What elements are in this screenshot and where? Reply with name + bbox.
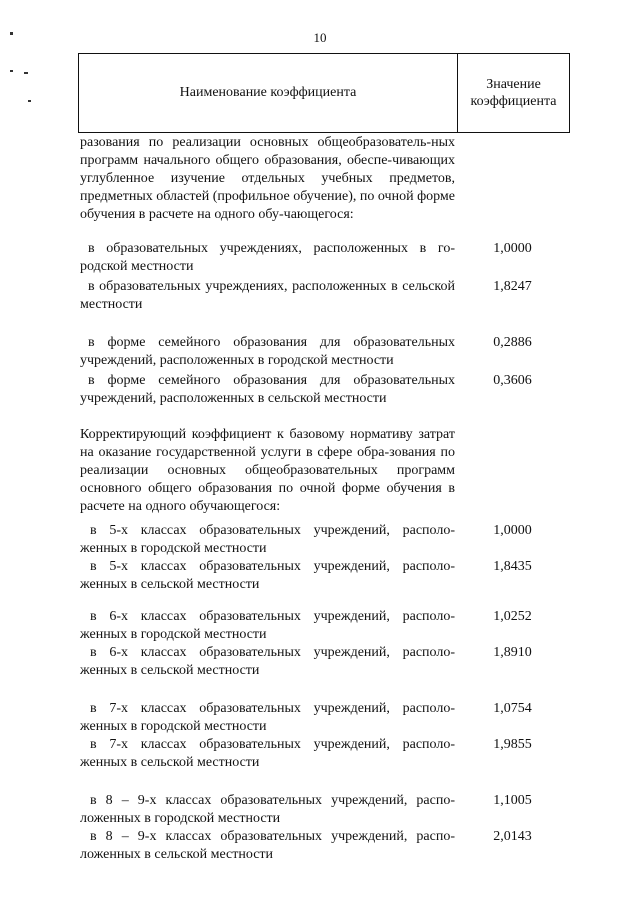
scan-mark: [28, 100, 31, 102]
column-header-value: Значение коэффициента: [470, 77, 557, 109]
table-row: [80, 700, 570, 736]
table-row: [80, 334, 570, 370]
row-value: 0,3606: [493, 373, 532, 388]
row-value: 1,0252: [493, 609, 532, 624]
table-row: [80, 372, 570, 408]
intro-paragraph: разования по реализации основных общеобразователь-ных программ начального общего образования, обеспе-чивающих углубленное изучение отдельных учебных предметов, предметных областей (профильное обучение), по очной форме обучения в расчете на одного обу-чающегося:: [80, 135, 456, 222]
row-label: в образовательных учреждениях, расположенных в го-родской местности: [80, 241, 455, 274]
row-value: 1,8435: [493, 559, 532, 574]
table-row: [80, 278, 570, 314]
row-value: 1,0000: [493, 241, 532, 256]
row-value: 1,8247: [493, 279, 532, 294]
row-label: в 8 – 9-х классах образовательных учреждений, распо-ложенных в городской местности: [80, 793, 455, 826]
row-label: в 5-х классах образовательных учреждений, располо-женных в сельской местности: [80, 559, 455, 592]
table-row: [80, 240, 570, 276]
row-value: 1,1005: [493, 793, 532, 808]
page-number: 10: [313, 30, 327, 45]
row-value: 2,0143: [493, 829, 532, 844]
table-row: [80, 522, 570, 558]
table-body: [80, 134, 570, 864]
table-row: [80, 736, 570, 772]
row-value: 1,0754: [493, 701, 532, 716]
scan-mark: [10, 70, 13, 72]
row-label: в 7-х классах образовательных учреждений, располо-женных в городской местности: [80, 701, 455, 734]
second-paragraph: Корректирующий коэффициент к базовому нормативу затрат на оказание государственной услуги в сфере обра-зования по реализации основных общеобразовательных программ основного общего образования по очной форме обучения в расчете на одного обучающегося:: [80, 427, 455, 514]
table-row: [80, 792, 570, 828]
row-value: 1,0000: [493, 523, 532, 538]
scan-mark: [24, 72, 28, 74]
table-header: [78, 53, 570, 133]
table-row: [80, 558, 570, 594]
table-row: [80, 828, 570, 864]
row-label: в 8 – 9-х классах образовательных учреждений, распо-ложенных в сельской местности: [80, 829, 455, 862]
table-row: [80, 644, 570, 680]
row-label: в 6-х классах образовательных учреждений, располо-женных в городской местности: [80, 609, 455, 642]
row-label: в 7-х классах образовательных учреждений, располо-женных в сельской местности: [80, 737, 455, 770]
row-value: 1,9855: [493, 737, 532, 752]
row-label: в 6-х классах образовательных учреждений, располо-женных в сельской местности: [80, 645, 455, 678]
row-value: 1,8910: [493, 645, 532, 660]
row-label: в образовательных учреждениях, расположенных в сельской местности: [80, 279, 455, 312]
column-header-name: Наименование коэффициента: [79, 54, 458, 132]
row-value: 0,2886: [493, 335, 532, 350]
table-row: [80, 608, 570, 644]
row-label: в форме семейного образования для образовательных учреждений, расположенных в городской местности: [80, 335, 455, 368]
row-label: в форме семейного образования для образовательных учреждений, расположенных в сельской местности: [80, 373, 455, 406]
row-label: в 5-х классах образовательных учреждений, располо-женных в городской местности: [80, 523, 455, 556]
